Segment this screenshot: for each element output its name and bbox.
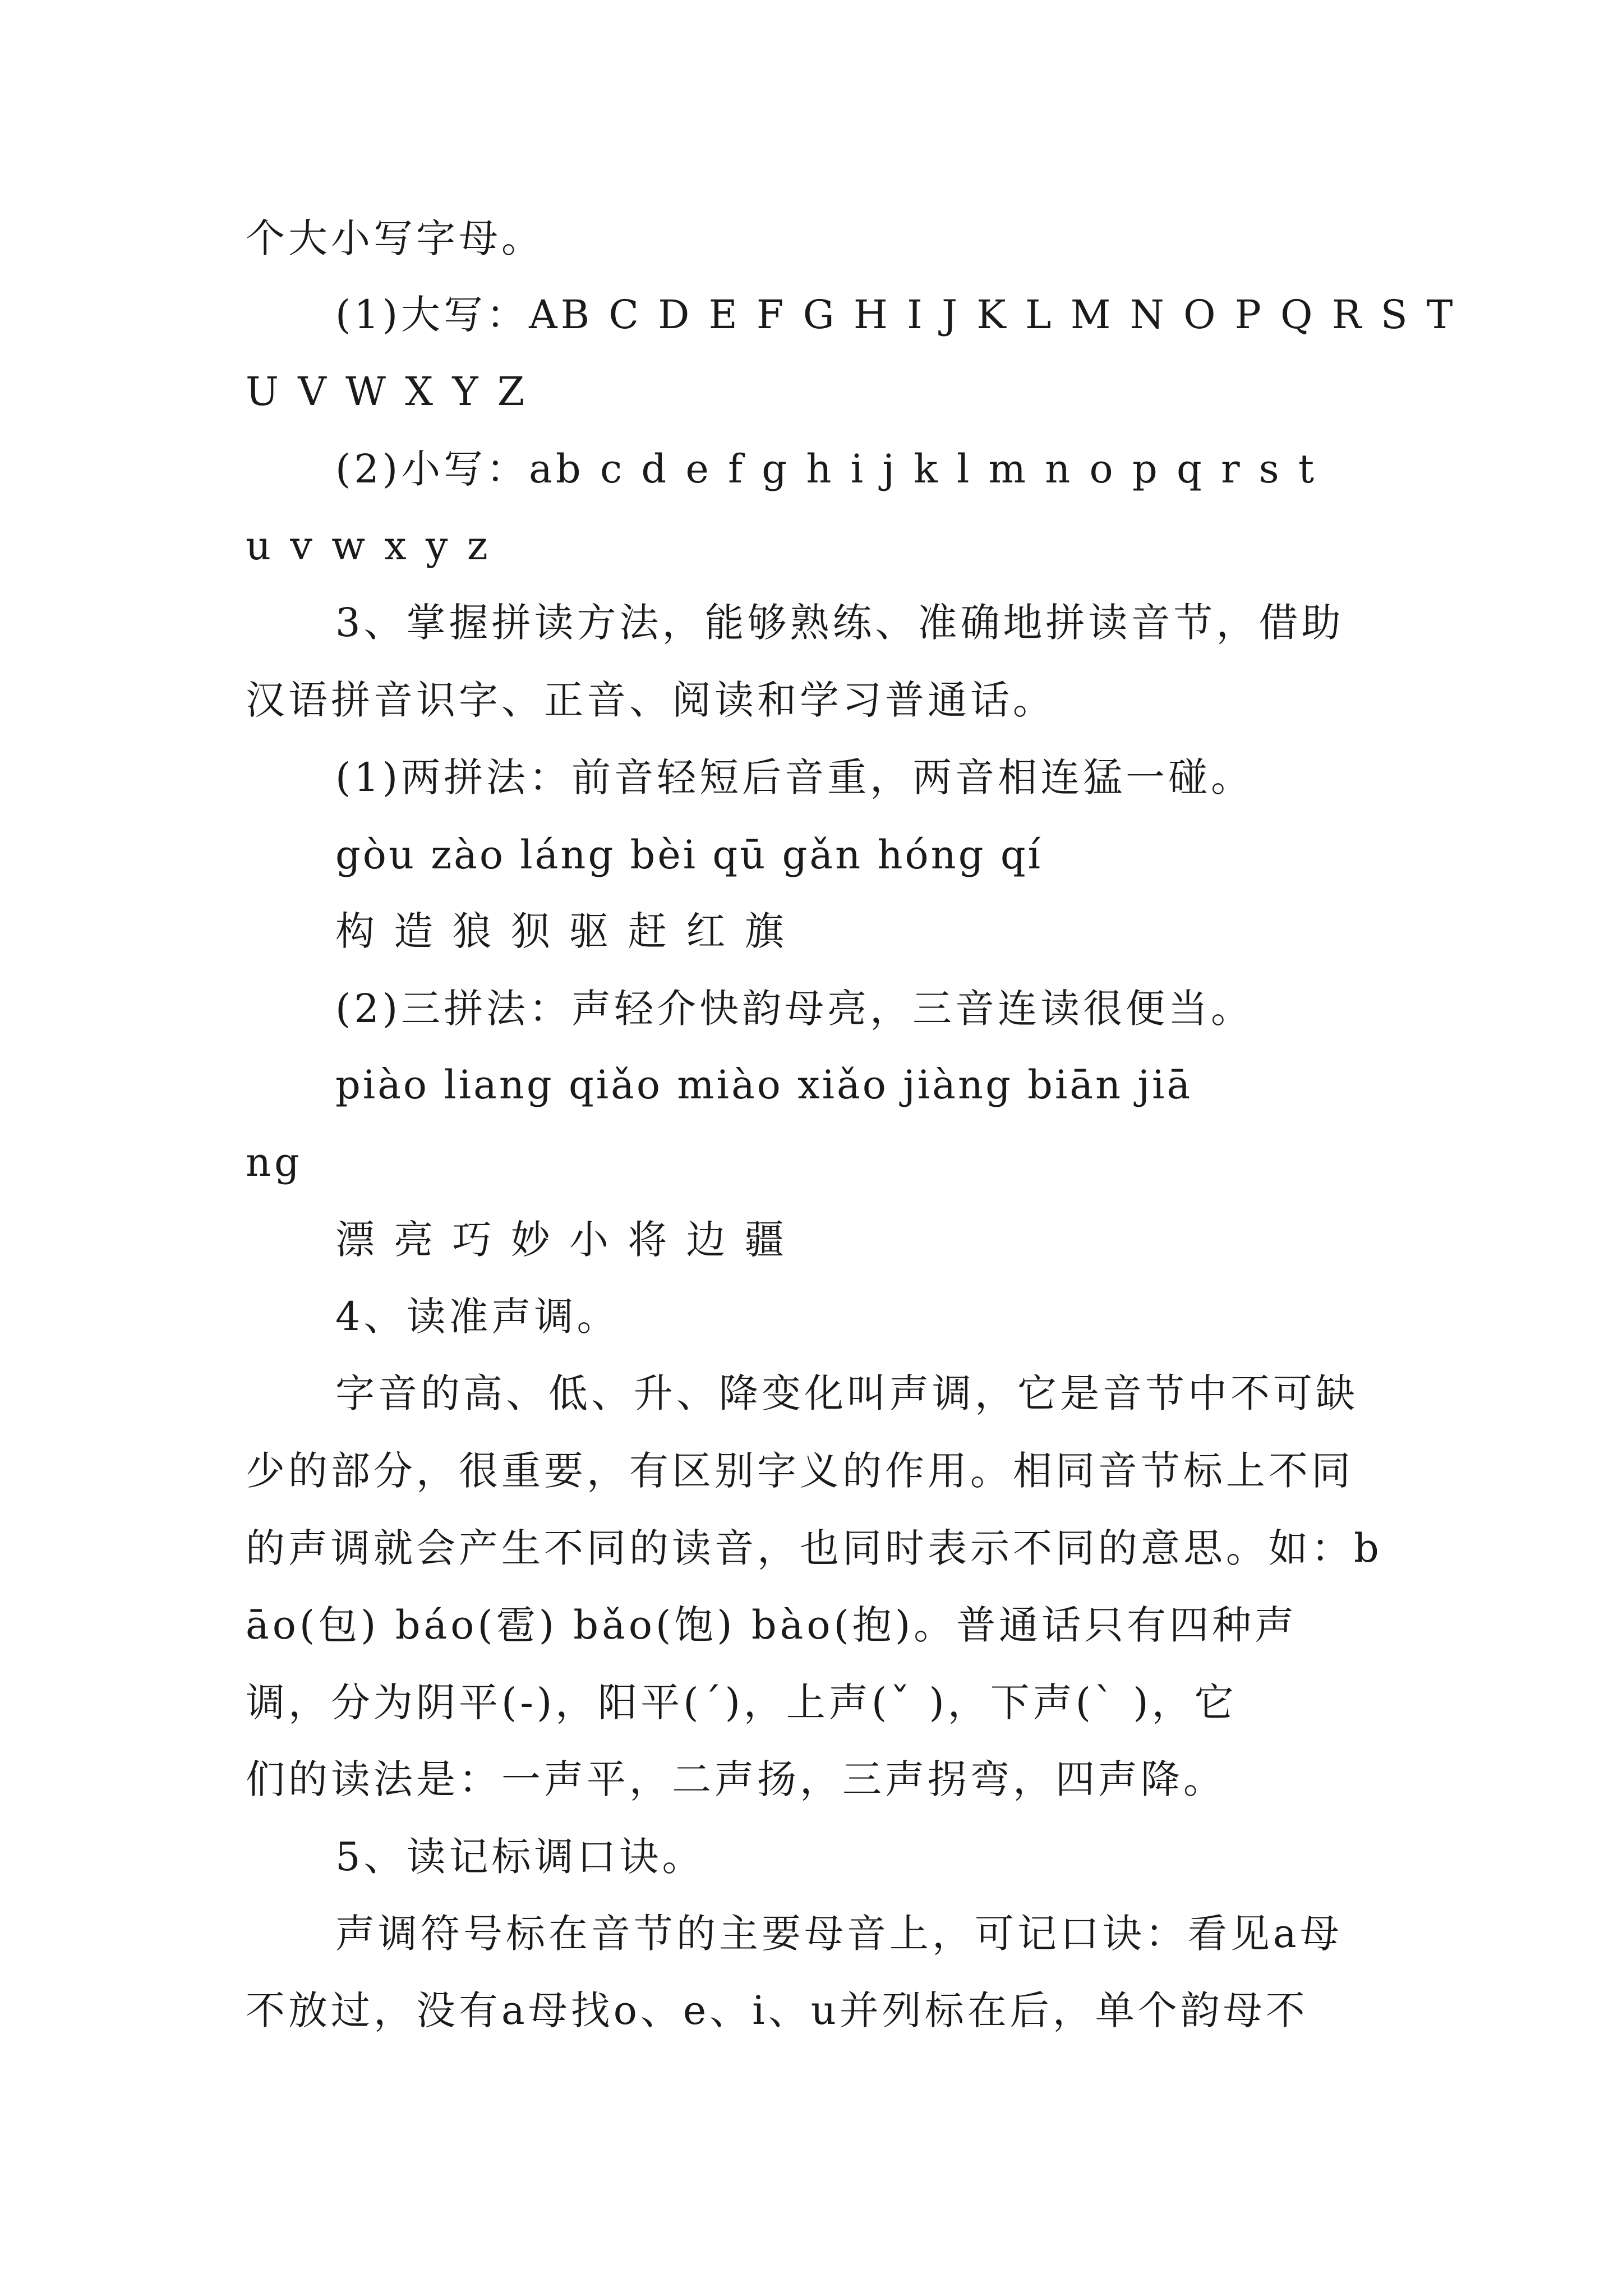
text-line: (2)小写：ab c d e f g h i j k l m n o p q r s t: [335, 446, 1318, 492]
text-line: U V W X Y Z: [246, 369, 528, 415]
text-line: 调，分为阴平(-)，阳平(ˊ)，上声(ˇ )，下声(ˋ )，它: [246, 1680, 1237, 1726]
text-line: ng: [246, 1139, 303, 1185]
text-line: 3、掌握拼读方法，能够熟练、准确地拼读音节，借助: [335, 600, 1344, 646]
text-line: 4、读准声调。: [335, 1294, 620, 1340]
text-line: piào liang qiǎo miào xiǎo jiàng biān jiā: [335, 1062, 1193, 1108]
text-line: (1)大写：AB C D E F G H I J K L M N O P Q R S T: [335, 292, 1456, 338]
text-line: 汉语拼音识字、正音、阅读和学习普通话。: [246, 677, 1055, 723]
text-line: u v w x y z: [246, 523, 491, 569]
text-line: 少的部分，很重要，有区别字义的作用。相同音节标上不同: [246, 1448, 1354, 1494]
text-line: 5、读记标调口诀。: [335, 1834, 705, 1880]
text-line: 的声调就会产生不同的读音，也同时表示不同的意思。如：b: [246, 1525, 1382, 1571]
text-line: 漂 亮 巧 妙 小 将 边 疆: [335, 1217, 787, 1263]
text-line: āo(包) báo(雹) bǎo(饱) bào(抱)。普通话只有四种声: [246, 1602, 1298, 1648]
text-line: 个大小写字母。: [246, 215, 544, 261]
text-line: 们的读法是：一声平，二声扬，三声拐弯，四声降。: [246, 1756, 1226, 1802]
text-line: gòu zào láng bèi qū gǎn hóng qí: [335, 832, 1043, 878]
text-line: (2)三拼法：声轻介快韵母亮，三音连读很便当。: [335, 986, 1254, 1032]
text-line: (1)两拼法：前音轻短后音重，两音相连猛一碰。: [335, 754, 1254, 800]
text-line: 不放过，没有a母找o、e、i、u并列标在后，单个韵母不: [246, 1987, 1308, 2033]
text-line: 构 造 狼 狈 驱 赶 红 旗: [335, 908, 787, 954]
text-line: 字音的高、低、升、降变化叫声调，它是音节中不可缺: [335, 1370, 1358, 1416]
text-line: 声调符号标在音节的主要母音上，可记口诀：看见a母: [335, 1911, 1343, 1957]
